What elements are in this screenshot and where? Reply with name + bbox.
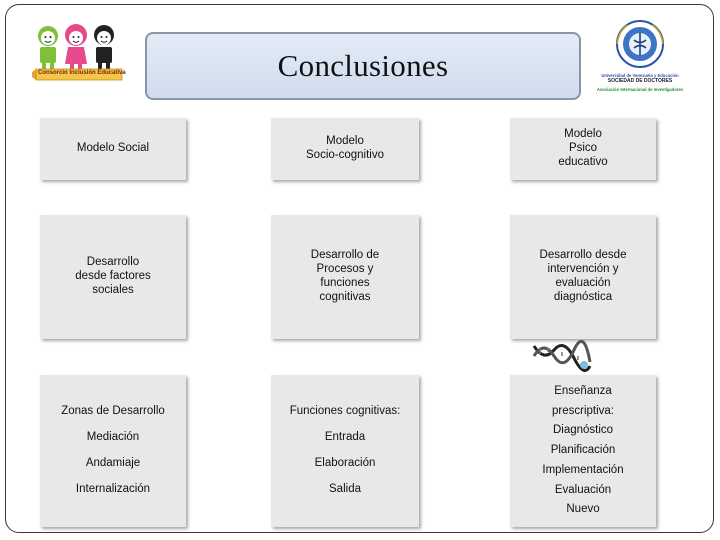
- card-line: Psico: [568, 142, 598, 155]
- card-items-psycho-educational: [510, 375, 656, 527]
- card-line: Desarrollo de: [310, 249, 380, 262]
- card-line: Internalización: [75, 482, 151, 495]
- card-line: Funciones cognitivas:: [289, 405, 401, 418]
- society-line-3: Asociación Internacional de Investigadores: [596, 87, 684, 93]
- card-line: Andamiaje: [85, 457, 141, 469]
- card-line: Diagnóstico: [552, 424, 614, 437]
- card-line: diagnóstica: [553, 290, 613, 303]
- card-line: Entrada: [324, 431, 366, 444]
- card-line: Enseñanza: [554, 384, 612, 397]
- card-line: Zonas de Desarrollo: [61, 405, 165, 418]
- card-line: prescriptiva:: [552, 404, 614, 417]
- card-modelo-psico-educativo: [510, 118, 656, 180]
- card-line: evaluación: [555, 277, 611, 289]
- card-line: Evaluación: [554, 483, 612, 496]
- consortium-logo: [30, 20, 125, 84]
- card-line: Modelo: [326, 135, 364, 148]
- card-line: Modelo: [564, 128, 602, 141]
- card-line: Mediación: [86, 431, 140, 444]
- card-line: cognitivas: [319, 290, 371, 303]
- consortium-banner-text: Consorcio Inclusión Educativa: [38, 70, 126, 76]
- card-line: intervención y: [547, 263, 619, 276]
- card-modelo-socio-cognitivo: [271, 118, 419, 180]
- society-line-2: SOCIEDAD DE DOCTORES: [607, 78, 673, 85]
- card-line: Nuevo: [566, 503, 600, 516]
- seal-icon: [594, 20, 686, 68]
- society-line-1: Universidad de Venezuela y Educación: [601, 73, 679, 78]
- card-line: Salida: [329, 482, 361, 495]
- card-line: Procesos y: [316, 263, 374, 276]
- card-development-psycho-educational: [510, 215, 656, 339]
- card-line: Socio-cognitivo: [306, 149, 384, 161]
- card-line: desde factores: [75, 270, 151, 283]
- card-line: Modelo Social: [76, 142, 150, 155]
- card-line: educativo: [558, 155, 608, 168]
- card-development-social: [40, 215, 186, 339]
- card-line: Desarrollo desde: [539, 249, 627, 262]
- card-line: sociales: [92, 283, 134, 296]
- card-items-social: [40, 375, 186, 527]
- slide-title-box: [145, 32, 581, 100]
- card-line: Elaboración: [314, 457, 376, 469]
- dna-helix-icon: [532, 340, 592, 374]
- card-development-socio-cognitive: [271, 215, 419, 339]
- card-line: funciones: [320, 277, 370, 289]
- card-line: Desarrollo: [86, 256, 140, 269]
- slide-title: Conclusiones: [277, 48, 449, 83]
- society-logo: [594, 20, 686, 94]
- card-modelo-social: [40, 118, 186, 180]
- card-items-socio-cognitive: [271, 375, 419, 527]
- card-line: Implementación: [542, 463, 624, 476]
- card-line: Planificación: [550, 444, 616, 457]
